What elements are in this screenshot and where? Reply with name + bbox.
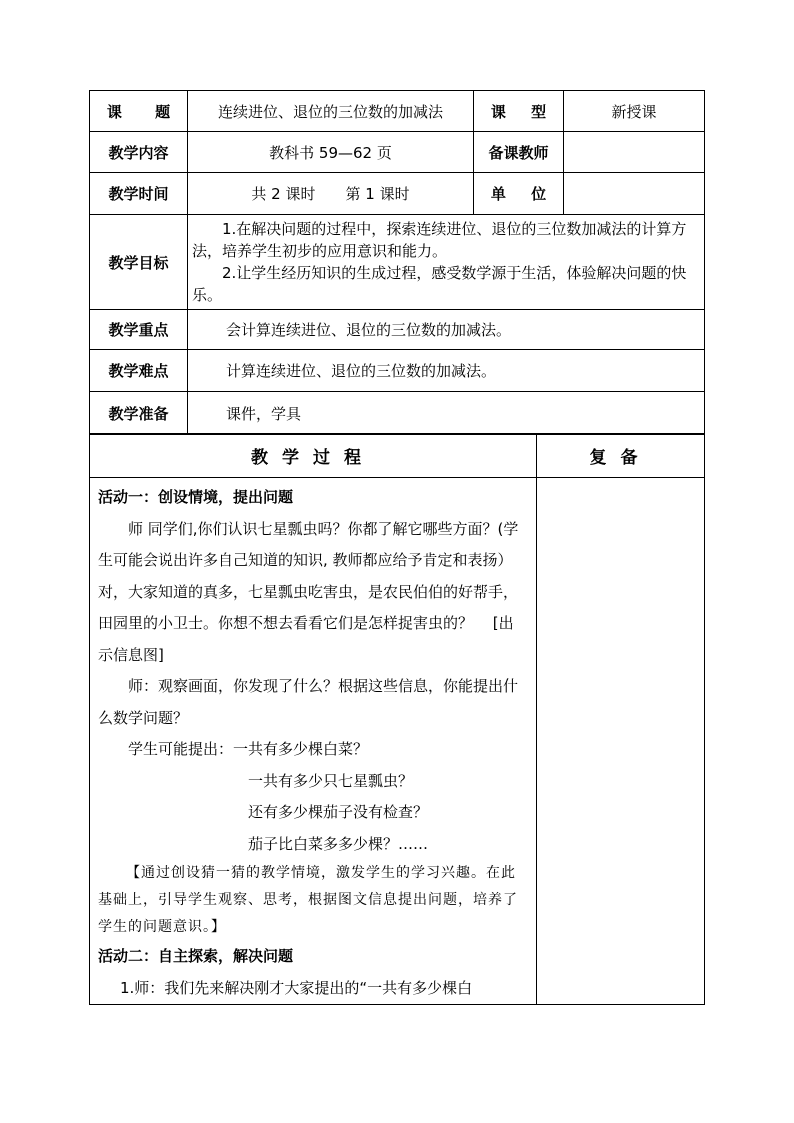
teaching-process-table [89,433,705,1005]
label-type: 课 型 [474,91,564,132]
value-time: 共 2 课时 第 1 课时 [188,173,474,215]
question-4: 茄子比白菜多多少棵？…… [248,834,429,853]
question-2: 一共有多少只七星瓢虫？ [248,771,414,790]
row-topic [90,91,705,132]
process-header-row [90,434,705,478]
goal-item-2: 2.让学生经历知识的生成过程，感受数学源于生活，体验解决问题的快乐。 [192,264,687,304]
paragraph-3: 1.师：我们先来解决刚才大家提出的“一共有多少棵白 [120,978,473,997]
lesson-info-table [89,90,705,435]
question-1: 学生可能提出：一共有多少棵白菜？ [128,740,369,758]
row-difficulty [90,350,705,392]
label-topic: 课 题 [90,91,188,132]
value-difficulty: 计算连续进位、退位的三位数的加减法。 [188,350,705,392]
process-body-row [90,478,705,1005]
goals-content [188,215,705,310]
label-unit: 单 位 [474,173,564,215]
goal-item-1: 1.在解决问题的过程中，探索连续进位、退位的三位数加减法的计算方法，培养学生初步的应用意识和能力。 [192,220,687,260]
value-teacher [564,132,705,173]
label-content: 教学内容 [90,132,188,173]
revision-column [537,478,705,1005]
label-teacher: 备课教师 [474,132,564,173]
value-prep: 课件，学具 [188,392,705,435]
label-difficulty: 教学难点 [90,350,188,392]
label-prep: 教学准备 [90,392,188,435]
value-topic: 连续进位、退位的三位数的加减法 [188,91,474,132]
design-note: 【通过创设猜一猜的教学情境，激发学生的学习兴趣。在此基础上，引导学生观察、思考，根据图文信息提出问题，培养了学生的问题意识。】 [98,865,518,935]
label-goals: 教学目标 [90,215,188,310]
process-header: 教学过程 [90,434,537,478]
process-body [90,478,537,1005]
label-time: 教学时间 [90,173,188,215]
value-key: 会计算连续进位、退位的三位数的加减法。 [188,310,705,350]
value-content: 教科书 59—62 页 [188,132,474,173]
label-key: 教学重点 [90,310,188,350]
row-goals [90,215,705,310]
row-time [90,173,705,215]
value-type: 新授课 [564,91,705,132]
row-prep [90,392,705,435]
paragraph-1: 师 同学们,你们认识七星瓢虫吗？你都了解它哪些方面？(学生可能会说出许多自己知道的知识, 教师都应给予肯定和表扬）对，大家知道的真多，七星瓢虫吃害虫，是农民伯伯的好帮手，田园里的小卫士。你想不想去看看它们是怎样捉害虫的？ [出示信息图] [98,519,519,664]
revision-header: 复备 [537,434,705,478]
row-key [90,310,705,350]
row-content [90,132,705,173]
question-3: 还有多少棵茄子没有检查？ [248,803,429,821]
value-unit [564,173,705,215]
activity-2-title: 活动二：自主探索，解决问题 [98,947,294,965]
paragraph-2: 师：观察画面，你发现了什么？根据这些信息，你能提出什么数学问题？ [98,677,519,727]
activity-1-title: 活动一：创设情境，提出问题 [98,488,294,506]
